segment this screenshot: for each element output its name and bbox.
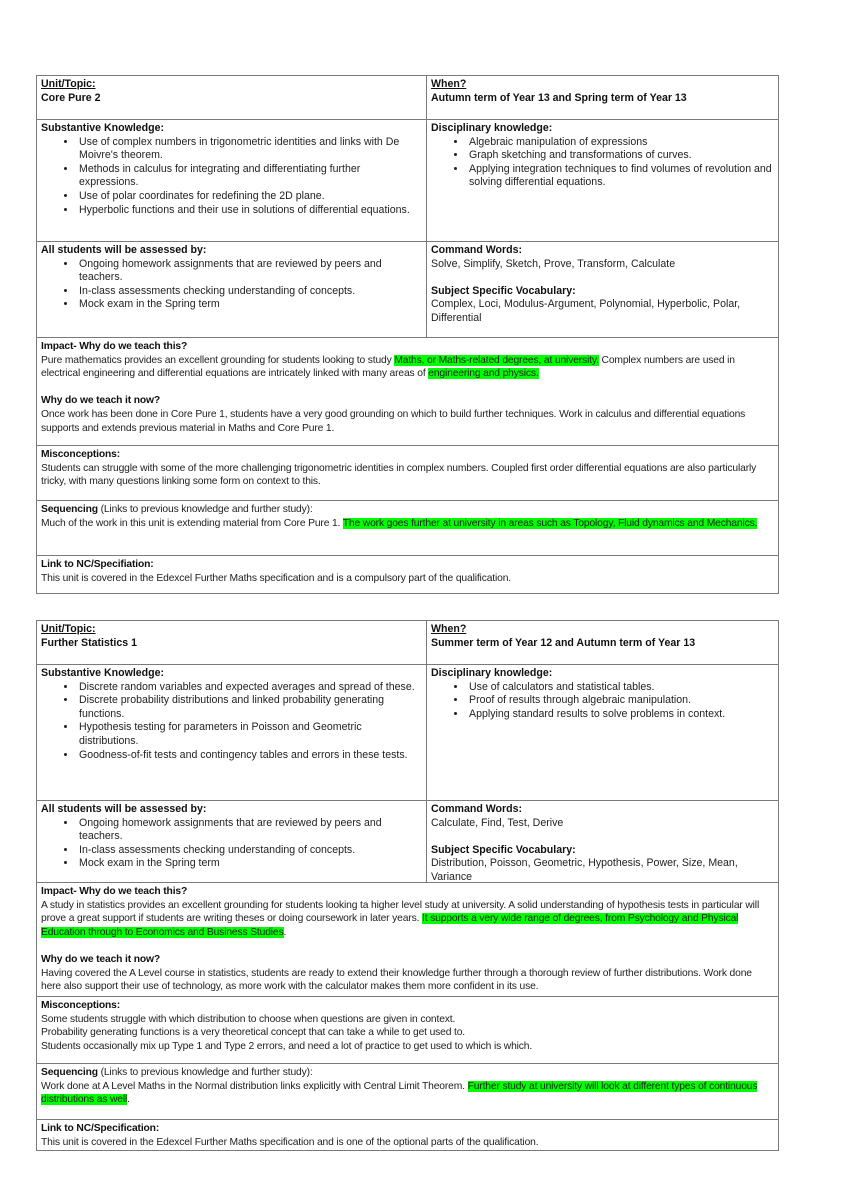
disciplinary-knowledge-label: Disciplinary knowledge:	[431, 122, 553, 134]
link-text: This unit is covered in the Edexcel Further Maths specification and is a compulsory part of the qualification.	[41, 572, 511, 584]
substantive-knowledge-label: Substantive Knowledge:	[41, 122, 165, 134]
assessment-label: All students will be assessed by:	[41, 803, 207, 815]
list-item: • Algebraic manipulation of expressions	[467, 136, 774, 150]
assessment-cell	[37, 242, 427, 337]
list-item: • Proof of results through algebraic manipulation.	[467, 694, 774, 708]
disciplinary-knowledge-cell	[427, 120, 778, 241]
list-item: • Ongoing homework assignments that are reviewed by peers and teachers.	[77, 817, 422, 844]
impact-row	[37, 337, 778, 445]
link-cell	[37, 1120, 778, 1150]
sequencing-text-part: Work done at A Level Maths in the Normal distribution links explicitly with Central Limit Theorem.	[41, 1080, 468, 1092]
impact-text	[41, 899, 774, 940]
sequencing-text	[41, 517, 774, 531]
teach-now-label: Why do we teach it now?	[41, 953, 160, 965]
command-words-label: Command Words:	[431, 244, 523, 256]
misconceptions-cell	[37, 997, 778, 1063]
when-label: When?	[431, 78, 467, 90]
sequencing-row	[37, 500, 778, 555]
list-item: • Use of polar coordinates for redefining the 2D plane.	[77, 190, 422, 204]
impact-text-part: A study in statistics provides an excellent grounding for students looking ta higher level study at university. A solid understanding of hypothesis tests in particular will prove a great support if students are writing theses or doing coursework in later years.	[41, 899, 760, 925]
list-item: • Goodness-of-fit tests and contingency tables and errors in these tests.	[77, 749, 422, 763]
when-value: Summer term of Year 12 and Autumn term of Year 13	[431, 636, 696, 649]
sequencing-highlight: Further study at university will look at different types of continuous distributions as well	[41, 1080, 758, 1106]
unit-topic-cell	[37, 621, 427, 664]
command-words-cell	[427, 801, 778, 882]
impact-label: Impact- Why do we teach this?	[41, 341, 188, 352]
unit-header-row	[37, 76, 778, 119]
misconceptions-line: Students occasionally mix up Type 1 and Type 2 errors, and need a lot of practice to get used to which is which.	[41, 1040, 533, 1052]
list-item: • Hyperbolic functions and their use in solutions of differential equations.	[77, 204, 422, 218]
sequencing-text-part: .	[127, 1094, 130, 1106]
assessment-list	[41, 817, 422, 871]
misconceptions-row	[37, 445, 778, 500]
misconceptions-label: Misconceptions:	[41, 1000, 120, 1011]
when-value: Autumn term of Year 13 and Spring term of Year 13	[431, 91, 687, 104]
command-words-value: Calculate, Find, Test, Derive	[431, 816, 564, 829]
unit-header-row	[37, 621, 778, 664]
list-item: • Mock exam in the Spring term	[77, 857, 422, 871]
unit-topic-value: Further Statistics 1	[41, 636, 137, 649]
impact-row	[37, 882, 778, 996]
link-row	[37, 1119, 778, 1150]
sequencing-cell	[37, 1064, 778, 1119]
impact-highlight: engineering and physics.	[428, 368, 539, 380]
vocabulary-label: Subject Specific Vocabulary:	[431, 843, 576, 856]
misconceptions-row	[37, 996, 778, 1063]
sequencing-label: Sequencing	[41, 504, 98, 515]
vocabulary-value: Complex, Loci, Modulus-Argument, Polynomial, Hyperbolic, Polar, Differential	[431, 298, 741, 324]
unit-table-core-pure-2	[36, 75, 779, 594]
sequencing-cell	[37, 501, 778, 555]
substantive-knowledge-list	[41, 681, 422, 763]
assessment-cell	[37, 801, 427, 882]
sequencing-heading	[41, 503, 774, 517]
link-text: This unit is covered in the Edexcel Further Maths specification and is one of the optional parts of the qualification.	[41, 1136, 539, 1148]
list-item: • Discrete probability distributions and linked probability generating functions.	[77, 694, 422, 721]
unit-table-further-statistics-1	[36, 620, 779, 1151]
teach-now-text: Having covered the A Level course in statistics, students are ready to extend their knowledge further through a thorough review of further distributions. Work done here also support their use of technology, as more work with the calculator makes them more confident in its use.	[41, 967, 752, 993]
disciplinary-knowledge-list	[431, 681, 774, 722]
list-item: • Discrete random variables and expected averages and spread of these.	[77, 681, 422, 695]
assessment-row	[37, 241, 778, 337]
disciplinary-knowledge-label: Disciplinary knowledge:	[431, 667, 553, 679]
unit-topic-cell	[37, 76, 427, 119]
knowledge-row	[37, 119, 778, 241]
list-item: • Graph sketching and transformations of curves.	[467, 149, 774, 163]
misconceptions-text: Students can struggle with some of the more challenging trigonometric identities in complex numbers. Coupled first order differential equations are also particularly tricky, with many questions linking some form on context to this.	[41, 462, 757, 488]
sequencing-text-part: Much of the work in this unit is extending material from Core Pure 1.	[41, 517, 343, 529]
misconceptions-line: Probability generating functions is a very theoretical concept that can take a while to get used to.	[41, 1027, 466, 1039]
misconceptions-label: Misconceptions:	[41, 449, 120, 460]
assessment-list	[41, 258, 422, 312]
command-words-label: Command Words:	[431, 803, 523, 815]
impact-cell	[37, 338, 778, 445]
impact-text-part: .	[283, 926, 287, 938]
sequencing-row	[37, 1063, 778, 1119]
assessment-row	[37, 800, 778, 882]
substantive-knowledge-list	[41, 136, 422, 218]
impact-highlight: It supports a very wide range of degrees, from Psychology and Physical Education through to Economics and Business Studies	[41, 913, 739, 938]
when-label: When?	[431, 623, 467, 635]
impact-text-part: Complex numbers are used in electrical engineering and differential equations are intricately linked with many areas of	[41, 354, 735, 380]
list-item: • In-class assessments checking understanding of concepts.	[77, 285, 422, 299]
impact-label: Impact- Why do we teach this?	[41, 886, 188, 897]
command-words-cell	[427, 242, 778, 337]
unit-topic-label: Unit/Topic:	[41, 78, 96, 90]
unit-topic-value: Core Pure 2	[41, 91, 101, 104]
teach-now-text: Once work has been done in Core Pure 1, students have a very good grounding on which to build further techniques. Work in calculus and differential equations supports and extends previous material in Maths and Core Pure 1.	[41, 408, 746, 434]
list-item: • Applying integration techniques to find volumes of revolution and solving differential equations.	[467, 163, 774, 190]
misconceptions-line: Some students struggle with which distribution to choose when questions are given in context.	[41, 1013, 456, 1025]
vocabulary-value: Distribution, Poisson, Geometric, Hypothesis, Power, Size, Mean, Variance	[431, 857, 738, 883]
when-cell	[427, 76, 778, 119]
link-cell	[37, 556, 778, 593]
list-item: • Use of calculators and statistical tables.	[467, 681, 774, 695]
vocabulary-label: Subject Specific Vocabulary:	[431, 284, 576, 297]
list-item: • Hypothesis testing for parameters in Poisson and Geometric distributions.	[77, 721, 422, 748]
impact-text-part: Pure mathematics provides an excellent grounding for students looking to study	[41, 354, 395, 366]
impact-text	[41, 354, 774, 381]
substantive-knowledge-cell	[37, 120, 427, 241]
link-label: Link to NC/Specifiation:	[41, 559, 154, 570]
when-cell	[427, 621, 778, 664]
substantive-knowledge-cell	[37, 665, 427, 800]
unit-topic-label: Unit/Topic:	[41, 623, 96, 635]
list-item: • Use of complex numbers in trigonometric identities and links with De Moivre's theorem.	[77, 136, 422, 163]
list-item: • In-class assessments checking understanding of concepts.	[77, 844, 422, 858]
sequencing-text	[41, 1080, 774, 1107]
substantive-knowledge-label: Substantive Knowledge:	[41, 667, 165, 679]
list-item: • Ongoing homework assignments that are reviewed by peers and teachers.	[77, 258, 422, 285]
sequencing-sublabel: (Links to previous knowledge and further study):	[97, 504, 313, 515]
sequencing-label: Sequencing	[41, 1067, 98, 1078]
link-label: Link to NC/Specification:	[41, 1123, 160, 1134]
sequencing-sublabel: (Links to previous knowledge and further study):	[97, 1067, 313, 1078]
command-words-value: Solve, Simplify, Sketch, Prove, Transform, Calculate	[431, 257, 676, 270]
disciplinary-knowledge-cell	[427, 665, 778, 800]
impact-cell	[37, 883, 778, 996]
sequencing-highlight: The work goes further at university in areas such as Topology, Fluid dynamics and Mechanics.	[342, 517, 758, 529]
link-row	[37, 555, 778, 593]
knowledge-row	[37, 664, 778, 800]
list-item: • Methods in calculus for integrating and differentiating further expressions.	[77, 163, 422, 190]
impact-highlight: Maths, or Maths-related degrees, at university.	[394, 354, 599, 366]
misconceptions-cell	[37, 446, 778, 500]
list-item: • Applying standard results to solve problems in context.	[467, 708, 774, 722]
list-item: • Mock exam in the Spring term	[77, 298, 422, 312]
assessment-label: All students will be assessed by:	[41, 244, 207, 256]
sequencing-heading	[41, 1066, 774, 1080]
disciplinary-knowledge-list	[431, 136, 774, 190]
teach-now-label: Why do we teach it now?	[41, 395, 160, 407]
